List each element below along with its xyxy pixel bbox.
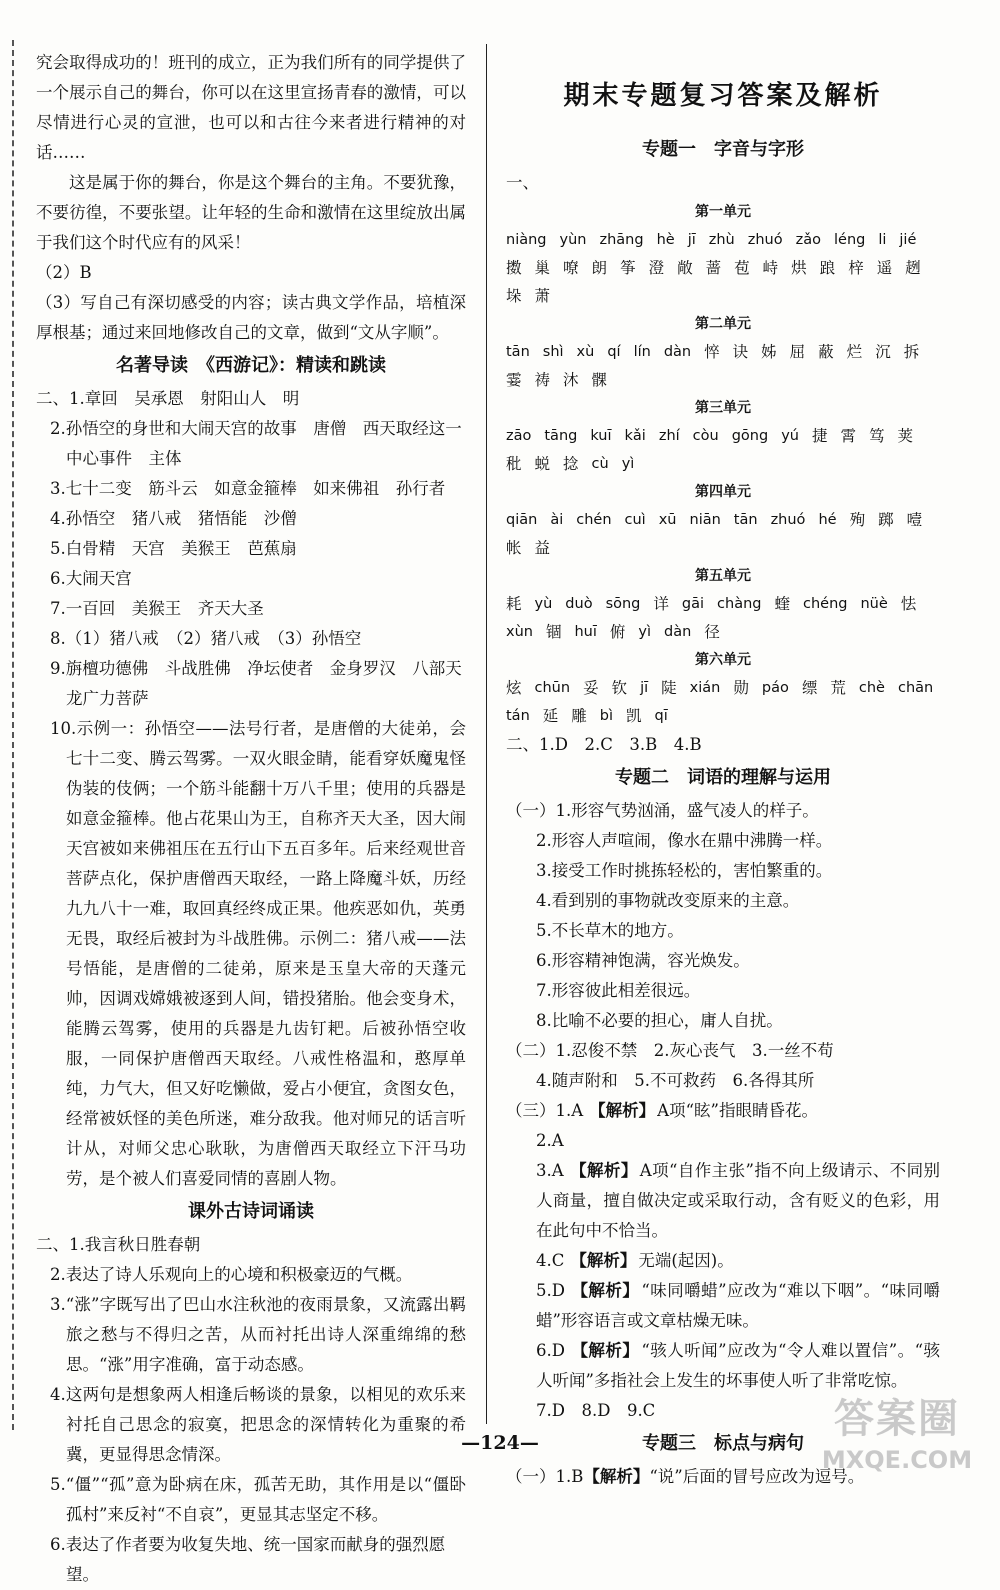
- list-item: 2.孙悟空的身世和大闹天宫的故事 唐僧 西天取经这一中心事件 主体: [50, 419, 462, 468]
- list-item: 8.比喻不必要的担心，庸人自扰。: [536, 1011, 783, 1030]
- pinyin-answer: còu: [692, 428, 719, 444]
- unit-title: 第六单元: [695, 652, 751, 668]
- list-item: 5.白骨精 天宫 美猴王 芭蕉扇: [50, 539, 297, 558]
- unit-list: [506, 198, 940, 730]
- pinyin-answer: chè: [858, 680, 885, 696]
- character-answer: 梓: [848, 259, 864, 277]
- analysis-text: 无端(起因)。: [638, 1251, 734, 1270]
- pinyin-answer: niàng: [506, 232, 547, 248]
- section-title-ancient-poems: 课外古诗词诵读: [188, 1201, 314, 1222]
- part-label: 一、: [506, 173, 539, 192]
- analysis-text: A项“自作主张”指不向上级请示、不同别人商量，擅自做决定或采取行动，含有贬义的色彩，用在此句中不恰当。: [536, 1161, 940, 1240]
- list-item: 3.接受工作时挑拣轻松的，害怕繁重的。: [536, 861, 833, 880]
- character-answer: 妥: [583, 679, 599, 697]
- character-answer: 踯: [878, 511, 894, 529]
- pinyin-answer: jī: [640, 680, 649, 696]
- character-answer: 秕: [506, 455, 522, 473]
- analysis-text: “骇人听闻”应改为“令人难以置信”。“骇人听闻”多指社会上发生的坏事使人听了非常吃惊。: [536, 1341, 941, 1390]
- character-answer: 沐: [563, 371, 579, 389]
- unit-answers: [506, 674, 940, 730]
- character-answer: 径: [704, 623, 720, 641]
- unit-answers: [506, 226, 940, 310]
- character-answer: 噎: [906, 511, 923, 529]
- pinyin-answer: yì: [638, 624, 652, 640]
- analysis-list: [506, 1096, 940, 1426]
- pinyin-answer: qiān: [506, 512, 538, 528]
- pinyin-answer: xū: [658, 512, 677, 528]
- pinyin-answer: zhí: [658, 428, 680, 444]
- pinyin-answer: jié: [899, 232, 917, 248]
- unit-answers: [506, 506, 940, 562]
- character-answer: 踉: [819, 259, 836, 277]
- list-item: 2.形容人声喧闹，像水在鼎中沸腾一样。: [536, 831, 833, 850]
- right-column: [506, 48, 940, 1492]
- pinyin-answer: niān: [689, 512, 721, 528]
- pinyin-answer: ài: [550, 512, 564, 528]
- pinyin-answer: xùn: [506, 624, 533, 640]
- character-answer: 垛: [506, 287, 522, 305]
- character-answer: 趔: [905, 259, 921, 277]
- analysis-text: “味同嚼蜡”应改为“难以下咽”。“味同嚼蜡”形容语言或文章枯燥无味。: [536, 1281, 941, 1330]
- list-item: 6.形容精神饱满，容光焕发。: [536, 951, 750, 970]
- character-answer: 苞: [734, 259, 750, 277]
- unit-answers: [506, 590, 940, 646]
- list-item: 5.不长草木的地方。: [536, 921, 684, 940]
- item-number: 5.D: [536, 1281, 565, 1300]
- pinyin-answer: kuī: [590, 428, 612, 444]
- list-item: 3.“涨”字既写出了巴山水注秋池的夜雨景象，又流露出羁旅之愁与不得归之苦，从而衬托出诗人深重绵绵的愁思。“涨”用字准确，富于动态感。: [50, 1295, 466, 1374]
- character-answer: 悴: [704, 343, 720, 361]
- pinyin-answer: dàn: [663, 344, 692, 360]
- list-item: [506, 1156, 940, 1246]
- list-item-character-example: 10.示例一：孙悟空——法号行者，是唐僧的大徒弟，会七十二变、腾云驾雾。一双火眼金睛，能看穿妖魔鬼怪伪装的伎俩；一个筋斗能翻十万八千里；使用的兵器是如意金箍棒。他占花果山为王，自称齐天大圣，因大闹天宫被如来佛祖压在五行山下五百多年。后来经观世音菩萨点化，保护唐僧西天取经，一路上降魔斗妖，历经九九八十一难，取回真经终成正果。他疾恶如仇，英勇无畏，取经后被封为斗战胜佛。示例二：猪八戒——法号悟能，是唐僧的二徒弟，原来是玉皇大帝的天蓬元帅，因调戏嫦娥被逐到人间，错投猪胎。他会变身术，能腾云驾雾，使用的兵器是九齿钉耙。后被孙悟空收服，一同保护唐僧西天取经。八戒性格温和，憨厚单纯，力气大，但又好吃懒做，爱占小便宜，贪图女色，经常被妖怪的美色所迷，难分敌我。他对师兄的话言听计从，对师父忠心耿耿，为唐僧西天取经立下汗马功劳，是个被人们喜爱同情的喜剧人物。: [50, 719, 466, 1188]
- item-number: 3.A: [536, 1161, 564, 1180]
- character-answer: 沉: [875, 343, 891, 361]
- character-answer: 擞: [506, 259, 522, 277]
- section-title-journey-west: 名著导读 《西游记》：精读和跳读: [116, 355, 386, 376]
- answer-q2: （2）B: [36, 263, 92, 282]
- pinyin-answer: páo: [761, 680, 789, 696]
- pinyin-answer: zhù: [708, 232, 735, 248]
- list-item: 4.随声附和 5.不可救药 6.各得其所: [536, 1071, 815, 1090]
- pinyin-answer: xián: [689, 680, 721, 696]
- list-item: 4.看到别的事物就改变原来的主意。: [536, 891, 800, 910]
- character-answer: 殉: [849, 511, 866, 529]
- pinyin-answer: gāi: [681, 596, 705, 612]
- character-answer: 蔷: [705, 259, 722, 277]
- character-answer: 荒: [830, 679, 846, 697]
- character-answer: 捻: [563, 455, 579, 473]
- pinyin-answer: bì: [599, 708, 614, 724]
- character-answer: 遥: [876, 259, 893, 277]
- character-answer: 锢: [545, 623, 562, 641]
- list-item: [506, 1246, 940, 1276]
- pinyin-answer: duò: [565, 596, 593, 612]
- pinyin-answer: huī: [574, 624, 597, 640]
- analysis-tag: 【解析】: [589, 1101, 656, 1120]
- character-answer: 详: [653, 595, 669, 613]
- list-item: 2.表达了诗人乐观向上的心境和积极豪迈的气概。: [50, 1265, 413, 1284]
- character-answer: 姊: [761, 343, 777, 361]
- pinyin-answer: tān: [733, 512, 758, 528]
- character-answer: 怯: [900, 595, 917, 613]
- pinyin-answer: yú: [781, 428, 799, 444]
- pinyin-answer: tān: [506, 344, 530, 360]
- character-answer: 屈: [789, 343, 806, 361]
- list-item: 二、1.章回 吴承恩 射阳山人 明: [36, 389, 300, 408]
- page-title: 期末专题复习答案及解析: [563, 81, 883, 111]
- pinyin-answer: kǎi: [624, 428, 646, 444]
- character-answer: 萧: [534, 287, 551, 305]
- list-item: 9.旃檀功德佛 斗战胜佛 净坛使者 金身罗汉 八部天龙广力菩萨: [50, 659, 462, 708]
- character-answer: 荚: [897, 427, 914, 445]
- pinyin-answer: qī: [654, 708, 668, 724]
- character-answer: 霎: [506, 371, 522, 389]
- unit-title: 第二单元: [695, 316, 751, 332]
- character-answer: 钦: [611, 679, 628, 697]
- list-item: 5.“僵”“孤”意为卧病在床，孤苦无助，其作用是以“僵卧孤村”来反衬“不自哀”，更显其志坚定不移。: [50, 1475, 466, 1524]
- unit-title: 第五单元: [695, 568, 751, 584]
- character-answer: 拆: [903, 343, 920, 361]
- analysis-tag: 【解析】: [583, 1467, 650, 1486]
- character-answer: 缥: [801, 679, 818, 697]
- pinyin-answer: gōng: [731, 428, 769, 444]
- unit-answers: [506, 338, 940, 394]
- part2-answers: 二、1.D 2.C 3.B 4.B: [506, 735, 702, 754]
- item-number: 4.C: [536, 1251, 565, 1270]
- list-item: 4.孙悟空 猪八戒 猪悟能 沙僧: [50, 509, 297, 528]
- item-number: （一）1.B: [506, 1467, 584, 1486]
- analysis-tag: 【解析】: [569, 1161, 638, 1180]
- pinyin-answer: zhāng: [599, 232, 644, 248]
- analysis-text: “说”后面的冒号应改为逗号。: [649, 1467, 865, 1486]
- character-answer: 峙: [762, 259, 779, 277]
- pinyin-answer: zhuó: [770, 512, 806, 528]
- pinyin-answer: chén: [576, 512, 612, 528]
- pinyin-answer: jī: [687, 232, 696, 248]
- item-number: 2.A: [536, 1131, 564, 1150]
- pinyin-answer: nüè: [860, 596, 888, 612]
- analysis-tag: 【解析】: [570, 1341, 640, 1360]
- pinyin-answer: yù: [534, 596, 553, 612]
- character-answer: 朗: [591, 259, 608, 277]
- list-item: 3.七十二变 筋斗云 如意金箍棒 如来佛祖 孙行者: [50, 479, 446, 498]
- character-answer: 陡: [661, 679, 677, 697]
- unit-answers: [506, 422, 940, 478]
- list-item: （一）1.形容气势汹涌，盛气凌人的样子。: [506, 801, 819, 820]
- list-item: 4.这两句是想象两人相逢后畅谈的景象，以相见的欢乐来衬托自己思念的寂寞，把思念的深情转化为重聚的希冀，更显得思念情深。: [50, 1385, 466, 1464]
- character-answer: 诀: [732, 343, 749, 361]
- pinyin-answer: zǎo: [795, 232, 821, 248]
- answer-q3: （3）写自己有深切感受的内容；读古典文学作品，培植深厚根基；通过来回地修改自己的文章，做到“文从字顺”。: [36, 293, 466, 342]
- character-answer: 凯: [626, 707, 642, 725]
- pinyin-answer: shì: [542, 344, 564, 360]
- pinyin-answer: chéng: [803, 596, 848, 612]
- pinyin-answer: yùn: [559, 232, 587, 248]
- pinyin-answer: chàng: [717, 596, 762, 612]
- character-answer: 延: [542, 707, 559, 725]
- pinyin-answer: qí: [607, 344, 621, 360]
- pinyin-answer: zāo: [506, 428, 532, 444]
- pinyin-answer: chūn: [534, 680, 571, 696]
- watermark-site: MXQE.COM: [821, 1446, 973, 1474]
- character-answer: 俯: [609, 623, 626, 641]
- character-answer: 巢: [534, 259, 551, 277]
- character-answer: 祷: [534, 371, 551, 389]
- list-item: 6.表达了作者要为收复失地、统一国家而献身的强烈愿望。: [50, 1535, 446, 1584]
- pinyin-answer: sōng: [605, 596, 641, 612]
- character-answer: 霄: [840, 427, 857, 445]
- pinyin-answer: yì: [621, 456, 635, 472]
- character-answer: 勋: [733, 679, 749, 697]
- character-answer: 炫: [506, 679, 522, 697]
- topic-title-words: 专题二 词语的理解与运用: [615, 767, 831, 788]
- character-answer: 耗: [506, 595, 522, 613]
- unit-title: 第三单元: [695, 400, 751, 416]
- list-item: [506, 1126, 940, 1156]
- item-number: 6.D: [536, 1341, 565, 1360]
- intro-paragraph: 这是属于你的舞台，你是这个舞台的主角。不要犹豫，不要彷徨，不要张望。让年轻的生命和激情在这里绽放出属于我们这个时代应有的风采！: [36, 173, 466, 252]
- intro-paragraph-continued: 究会取得成功的！班刊的成立，正为我们所有的同学提供了一个展示自己的舞台，你可以在这里宣扬青春的激情，可以尽情进行心灵的宣泄，也可以和古往今来者进行精神的对话……: [36, 53, 466, 162]
- character-answer: 帐: [506, 539, 522, 557]
- pinyin-answer: léng: [834, 232, 866, 248]
- pinyin-answer: tán: [506, 708, 530, 724]
- character-answer: 嘹: [563, 259, 579, 277]
- character-answer: 蔽: [818, 343, 834, 361]
- analysis-tag: 【解析】: [570, 1281, 640, 1300]
- character-answer: 蝰: [774, 595, 790, 613]
- pinyin-answer: tāng: [544, 428, 578, 444]
- list-item: 8.（1）猪八戒 （2）猪八戒 （3）孙悟空: [50, 629, 362, 648]
- left-binding-dashed-rule: [12, 40, 14, 1430]
- item-number: 7.D 8.D 9.C: [536, 1401, 656, 1420]
- character-answer: 敞: [677, 259, 693, 277]
- site-watermark: [812, 1392, 982, 1492]
- pinyin-answer: cù: [591, 456, 609, 472]
- list-item: [506, 1276, 940, 1336]
- character-answer: 筝: [620, 259, 636, 277]
- list-item: 7.一百回 美猴王 齐天大圣: [50, 599, 264, 618]
- topic-title-punctuation: 专题三 标点与病句: [642, 1433, 804, 1454]
- page-number: —124—: [461, 1432, 539, 1454]
- item-number: （三）1.A: [506, 1101, 584, 1120]
- pinyin-answer: cuì: [624, 512, 646, 528]
- left-column: [36, 48, 466, 1590]
- character-answer: 烂: [846, 343, 863, 361]
- pinyin-answer: hé: [818, 512, 837, 528]
- pinyin-answer: xù: [576, 344, 595, 360]
- list-item: [506, 1336, 940, 1396]
- watermark-logo: 答案圈: [834, 1396, 960, 1442]
- list-item: 6.大闹天宫: [50, 569, 132, 588]
- character-answer: 髁: [591, 371, 608, 389]
- pinyin-answer: lín: [633, 344, 651, 360]
- analysis-text: A项“眩”指眼睛昏花。: [657, 1101, 818, 1120]
- unit-title: 第一单元: [695, 204, 751, 220]
- character-answer: 捷: [811, 427, 828, 445]
- character-answer: 澄: [648, 259, 665, 277]
- pinyin-answer: hè: [656, 232, 675, 248]
- pinyin-answer: chān: [897, 680, 934, 696]
- list-item: 7.形容彼此相差很远。: [536, 981, 701, 1000]
- pinyin-answer: li: [878, 232, 887, 248]
- list-item: [506, 1096, 940, 1126]
- character-answer: 烘: [791, 259, 807, 277]
- list-item: 二、1.我言秋日胜春朝: [36, 1235, 201, 1254]
- column-divider: [486, 44, 487, 1424]
- pinyin-answer: zhuó: [747, 232, 783, 248]
- character-answer: 雕: [571, 707, 587, 725]
- unit-title: 第四单元: [695, 484, 751, 500]
- character-answer: 笃: [869, 427, 885, 445]
- analysis-tag: 【解析】: [570, 1251, 637, 1270]
- character-answer: 益: [534, 539, 551, 557]
- character-answer: 蜕: [534, 455, 551, 473]
- list-item: （二）1.忍俊不禁 2.灰心丧气 3.一丝不苟: [506, 1041, 834, 1060]
- topic-title-pronunciation: 专题一 字音与字形: [642, 139, 804, 160]
- pinyin-answer: dàn: [664, 624, 692, 640]
